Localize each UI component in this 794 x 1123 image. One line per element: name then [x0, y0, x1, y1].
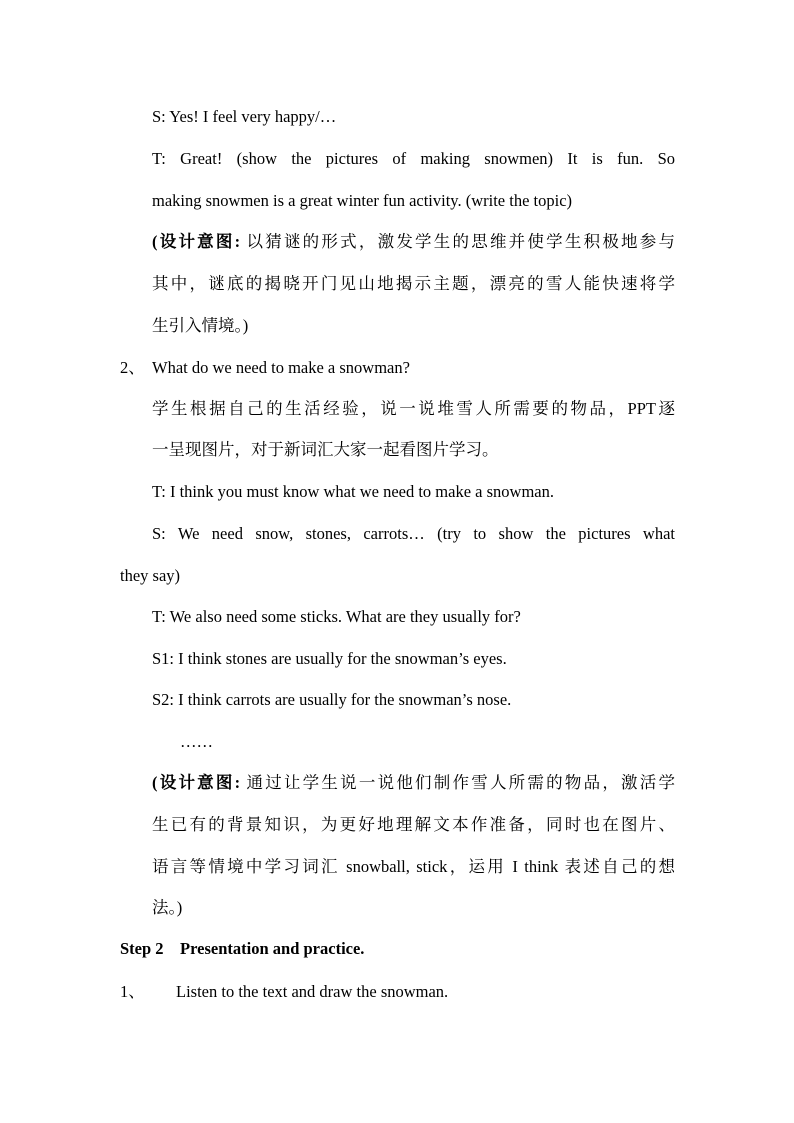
- paragraph-line: 一呈现图片，对于新词汇大家一起看图片学习。: [152, 440, 499, 459]
- dialogue-line: T: I think you must know what we need to make a snowman.: [152, 482, 554, 501]
- design-intent-line: 生已有的背景知识，为更好地理解文本作准备，同时也在图片、: [152, 815, 675, 834]
- dialogue-line: T: Great! (show the pictures of making snowmen) It is fun. So: [152, 149, 675, 168]
- design-intent-line: 语言等情境中学习词汇 snowball, stick，运用 I think 表述自己的想: [152, 857, 675, 876]
- design-intent-line: 其中，谜底的揭晓开门见山地揭示主题，漂亮的雪人能快速将学: [152, 274, 675, 293]
- ellipsis-line: ……: [180, 732, 213, 751]
- design-intent-line: 生引入情境。): [152, 316, 249, 335]
- dialogue-line: making snowmen is a great winter fun activity. (write the topic): [152, 191, 573, 210]
- design-intent-text: 通过让学生说一说他们制作雪人所需的物品，激活学: [240, 773, 676, 792]
- design-intent-line: 法。): [152, 898, 183, 917]
- design-intent-label: (设计意图:: [152, 232, 241, 251]
- dialogue-line: T: We also need some sticks. What are they usually for?: [152, 607, 521, 626]
- design-intent-text: 以猜谜的形式，激发学生的思维并使学生积极地参与: [240, 232, 676, 251]
- list-number: 1、: [120, 982, 145, 1001]
- dialogue-line: S1: I think stones are usually for the snowman’s eyes.: [152, 649, 507, 668]
- dialogue-line: S2: I think carrots are usually for the snowman’s nose.: [152, 690, 512, 709]
- design-intent-line: [152, 231, 675, 253]
- design-intent-label: (设计意图:: [152, 773, 241, 792]
- list-item-heading: What do we need to make a snowman?: [152, 358, 410, 377]
- dialogue-line: they say): [120, 566, 181, 585]
- dialogue-line: S: We need snow, stones, carrots… (try to show the pictures what: [152, 524, 675, 543]
- paragraph-line: 学生根据自己的生活经验，说一说堆雪人所需要的物品，PPT逐: [152, 399, 675, 418]
- list-number: 2、: [120, 358, 145, 377]
- step-heading: Step 2 Presentation and practice.: [120, 939, 365, 958]
- list-item-heading: Listen to the text and draw the snowman.: [176, 982, 449, 1001]
- dialogue-line: S: Yes! I feel very happy/…: [152, 107, 337, 126]
- design-intent-line: [152, 772, 675, 794]
